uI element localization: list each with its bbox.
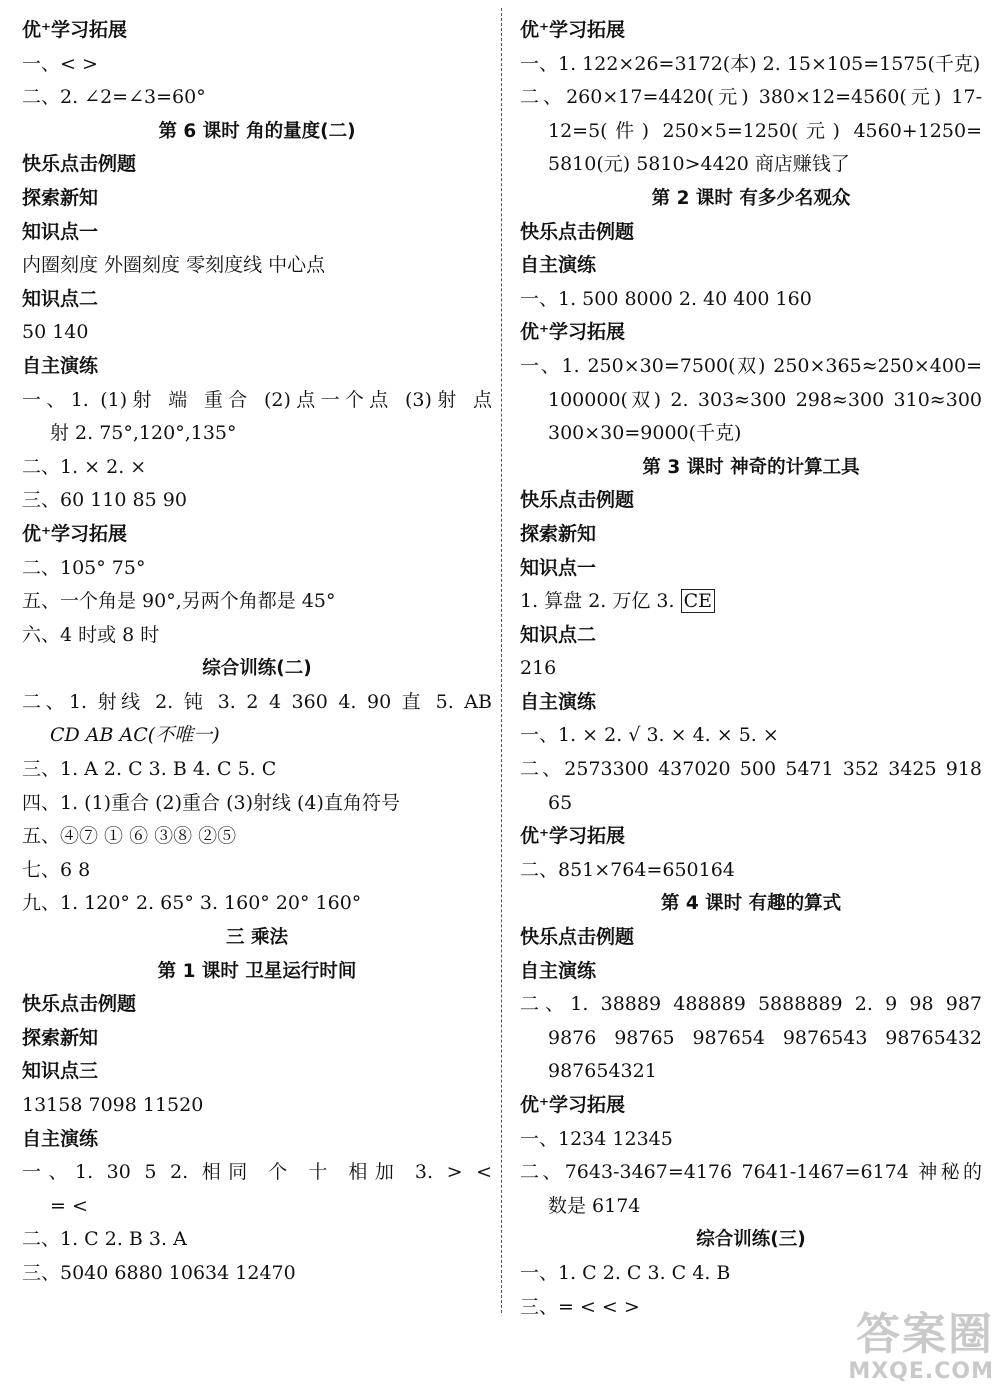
watermark-logo — [848, 1309, 994, 1384]
answer-line: 六、4 时或 8 时 — [22, 623, 160, 646]
answer-line: = < — [50, 1194, 88, 1217]
watermark-title: 答案圈 — [856, 1309, 994, 1360]
column-divider — [501, 8, 502, 1313]
section-heading: 知识点二 — [520, 623, 597, 646]
answer-line: 9876 98765 987654 9876543 98765432 — [548, 1026, 982, 1049]
answer-line: 三、5040 6880 10634 12470 — [22, 1261, 296, 1284]
section-heading: 快乐点击例题 — [520, 489, 635, 512]
answer-line: 二、105° 75° — [22, 556, 146, 579]
boxed-answer: CE — [681, 589, 715, 613]
lesson-title: 三 乘法 — [226, 927, 288, 949]
section-heading: 自主演练 — [520, 254, 597, 277]
section-heading: 探索新知 — [22, 186, 99, 209]
answer-line: CD AB AC(不唯一) — [50, 724, 220, 747]
answer-line — [520, 585, 982, 619]
answer-line: 一、< > — [22, 52, 98, 75]
answer-line: 13158 7098 11520 — [22, 1094, 204, 1116]
section-heading: 探索新知 — [520, 522, 597, 545]
section-heading: 自主演练 — [520, 959, 597, 982]
right-column — [520, 14, 982, 1324]
lesson-title: 综合训练(二) — [202, 658, 312, 680]
answer-line: 一、1. 30 5 2. 相同 个 十 相加 3. > < — [22, 1161, 492, 1184]
answer-line: 一、1. 122×26=3172(本) 2. 15×105=1575(千克) — [520, 52, 981, 75]
answer-line: 二、851×764=650164 — [520, 858, 735, 881]
answer-line: 四、1. (1)重合 (2)重合 (3)射线 (4)直角符号 — [22, 791, 400, 814]
left-column — [22, 14, 492, 1291]
answer-line: 七、6 8 — [22, 858, 91, 881]
answer-line: 三、1. A 2. C 3. B 4. C 5. C — [22, 758, 277, 781]
answer-line: 216 — [520, 657, 557, 680]
answer-line: 100000(双) 2. 303≈300 298≈300 310≈300 — [548, 388, 982, 411]
answer-line: 987654321 — [548, 1060, 657, 1083]
section-heading: 探索新知 — [22, 1026, 99, 1049]
section-heading: 自主演练 — [520, 690, 597, 713]
answer-line: 一、1. 250×30=7500(双) 250×365≈250×400= — [520, 354, 982, 377]
answer-line: 二、1. C 2. B 3. A — [22, 1228, 187, 1251]
section-heading: 优⁺学习拓展 — [520, 1094, 626, 1116]
lesson-title: 第 6 课时 角的量度(二) — [158, 120, 356, 142]
answer-line: 一、1. × 2. √ 3. × 4. × 5. × — [520, 724, 779, 747]
answer-line: 五、④⑦ ① ⑥ ③⑧ ②⑤ — [22, 825, 237, 848]
answer-line: 5810(元) 5810>4420 商店赚钱了 — [548, 153, 850, 176]
answer-text: 1. 算盘 2. 万亿 3. — [520, 590, 681, 613]
answer-line: 二、1. 射线 2. 钝 3. 2 4 360 4. 90 直 5. AB — [22, 690, 492, 713]
section-heading: 快乐点击例题 — [22, 153, 137, 176]
answer-line: 二、260×17=4420(元) 380×12=4560(元) 17- — [520, 86, 982, 109]
answer-line: 一、1. (1)射 端 重合 (2)点一个点 (3)射 点 — [22, 388, 492, 411]
answer-line: 内圈刻度 外圈刻度 零刻度线 中心点 — [22, 254, 326, 277]
watermark-url: MXQE.COM — [848, 1359, 994, 1384]
answer-line: 二、2573300 437020 500 5471 352 3425 918 — [520, 758, 982, 781]
answer-line: 二、1. × 2. × — [22, 455, 147, 478]
section-heading: 优⁺学习拓展 — [22, 19, 128, 41]
answer-line: 50 140 — [22, 321, 89, 344]
section-heading: 知识点三 — [22, 1060, 99, 1083]
lesson-title: 第 2 课时 有多少名观众 — [651, 187, 851, 209]
section-heading: 知识点一 — [22, 220, 99, 243]
section-heading: 自主演练 — [22, 1127, 99, 1150]
section-heading: 知识点二 — [22, 287, 99, 310]
lesson-title: 综合训练(三) — [696, 1229, 806, 1251]
answer-line: 一、1. 500 8000 2. 40 400 160 — [520, 287, 812, 310]
answer-line: 射 2. 75°,120°,135° — [50, 422, 237, 445]
section-heading: 自主演练 — [22, 354, 99, 377]
lesson-title: 第 1 课时 卫星运行时间 — [157, 960, 357, 982]
answer-line: 三、= < < > — [520, 1295, 640, 1318]
answer-line: 一、1. C 2. C 3. C 4. B — [520, 1261, 731, 1284]
section-heading: 优⁺学习拓展 — [520, 825, 626, 848]
answer-line: 数是 6174 — [548, 1194, 641, 1217]
section-heading: 快乐点击例题 — [520, 220, 635, 243]
lesson-title: 第 4 课时 有趣的算式 — [660, 893, 842, 915]
answer-line: 300×30=9000(千克) — [548, 422, 742, 445]
section-heading: 快乐点击例题 — [520, 926, 635, 949]
answer-line: 九、1. 120° 2. 65° 3. 160° 20° 160° — [22, 892, 362, 915]
section-heading: 快乐点击例题 — [22, 993, 137, 1016]
section-heading: 优⁺学习拓展 — [22, 522, 128, 545]
lesson-title: 第 3 课时 神奇的计算工具 — [642, 456, 860, 478]
section-heading: 知识点一 — [520, 556, 597, 579]
answer-line: 二、7643-3467=4176 7641-1467=6174 神秘的 — [520, 1161, 982, 1184]
answer-line: 五、一个角是 90°,另两个角都是 45° — [22, 590, 336, 613]
answer-line: 二、1. 38889 488889 5888889 2. 9 98 987 — [520, 993, 982, 1016]
section-heading: 优⁺学习拓展 — [520, 321, 626, 344]
section-heading: 优⁺学习拓展 — [520, 19, 626, 41]
answer-line: 65 — [548, 791, 573, 814]
answer-line: 三、60 110 85 90 — [22, 489, 187, 512]
answer-line: 12=5(件) 250×5=1250(元) 4560+1250= — [548, 119, 982, 142]
answer-line: 二、2. ∠2=∠3=60° — [22, 86, 206, 109]
answer-line: 一、1234 12345 — [520, 1127, 673, 1150]
